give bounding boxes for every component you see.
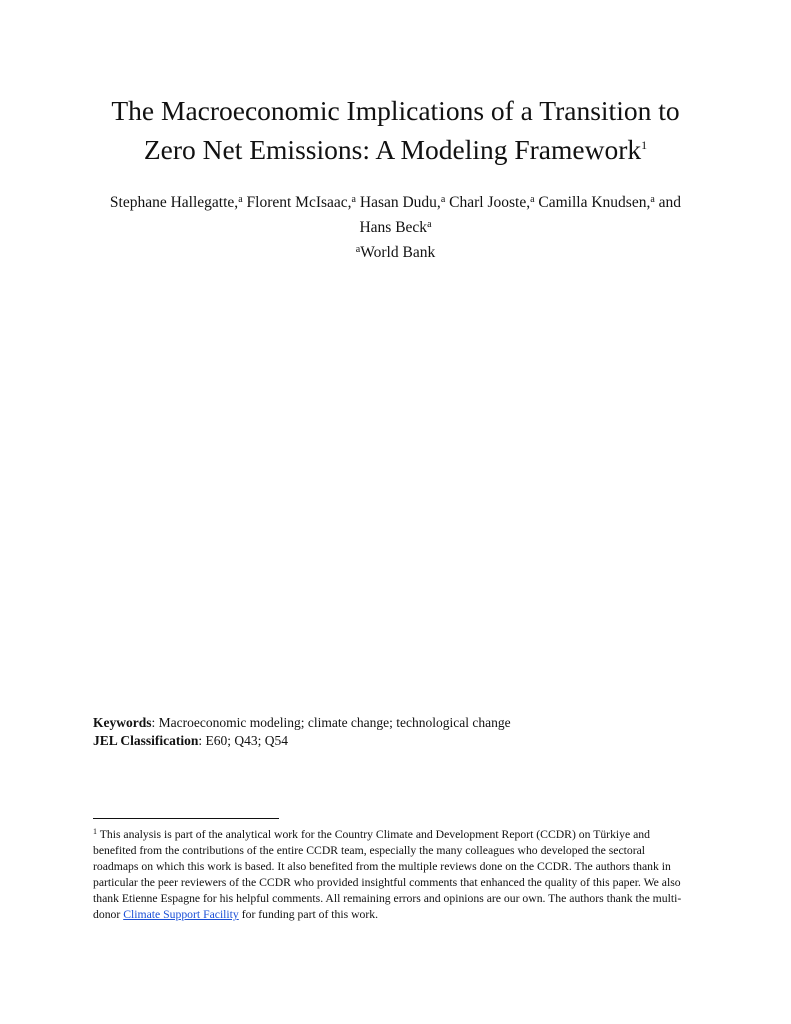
jel-text: : E60; Q43; Q54 — [198, 733, 289, 748]
author-name: Stephane Hallegatte, — [109, 194, 239, 211]
footnote-text-end: for funding part of this work. — [238, 908, 379, 921]
jel-line — [93, 732, 713, 750]
footnote-text: This analysis is part of the analytical work for the Country Climate and Development Report (CCDR) on Türkiye and benefited from the contributions of the entire CCDR team, especially the many colleagues who developed the sectoral roadmaps on which this work is based. It also benefited from the multiple reviews done on the CCDR. The authors thank in particular the peer reviewers of the CCDR who provided insightful comments that enhanced the quality of this paper. We also thank Etienne Espagne for his helpful comments. All remaining errors and opinions are our own. The authors thank the multi-donor — [93, 828, 682, 921]
author-name: Camilla Knudsen, — [538, 194, 651, 211]
keywords-label: Keywords — [93, 715, 152, 730]
keywords-block — [93, 714, 713, 750]
keywords-line — [93, 714, 713, 732]
affiliation-marker: a — [427, 219, 432, 230]
author-name: Hasan Dudu, — [359, 194, 441, 211]
author-name: Florent McIsaac, — [246, 194, 352, 211]
author-list — [100, 189, 691, 239]
title-footnote-marker: 1 — [641, 138, 648, 152]
paper-title — [60, 94, 731, 167]
author-name: and Hans Beck — [359, 194, 682, 236]
title-line-2: Zero Net Emissions: A Modeling Framework — [143, 134, 642, 165]
keywords-text: : Macroeconomic modeling; climate change; technological change — [151, 715, 511, 730]
affiliation — [100, 240, 691, 263]
affiliation-marker: a — [650, 194, 655, 205]
footnote-separator — [93, 818, 279, 819]
jel-label: JEL Classification — [93, 733, 199, 748]
affiliation-marker: a — [355, 244, 361, 255]
author-name: Charl Jooste, — [449, 194, 531, 211]
footnote — [93, 824, 693, 923]
affiliation-marker: a — [238, 194, 243, 205]
affiliation-marker: a — [440, 194, 446, 205]
footnote-marker: 1 — [93, 827, 97, 836]
climate-support-facility-link[interactable]: Climate Support Facility — [123, 908, 239, 921]
title-line-1: The Macroeconomic Implications of a Transition to — [111, 95, 680, 126]
affiliation-marker: a — [530, 194, 535, 205]
affiliation-name: World Bank — [360, 244, 436, 261]
affiliation-marker: a — [351, 194, 356, 205]
